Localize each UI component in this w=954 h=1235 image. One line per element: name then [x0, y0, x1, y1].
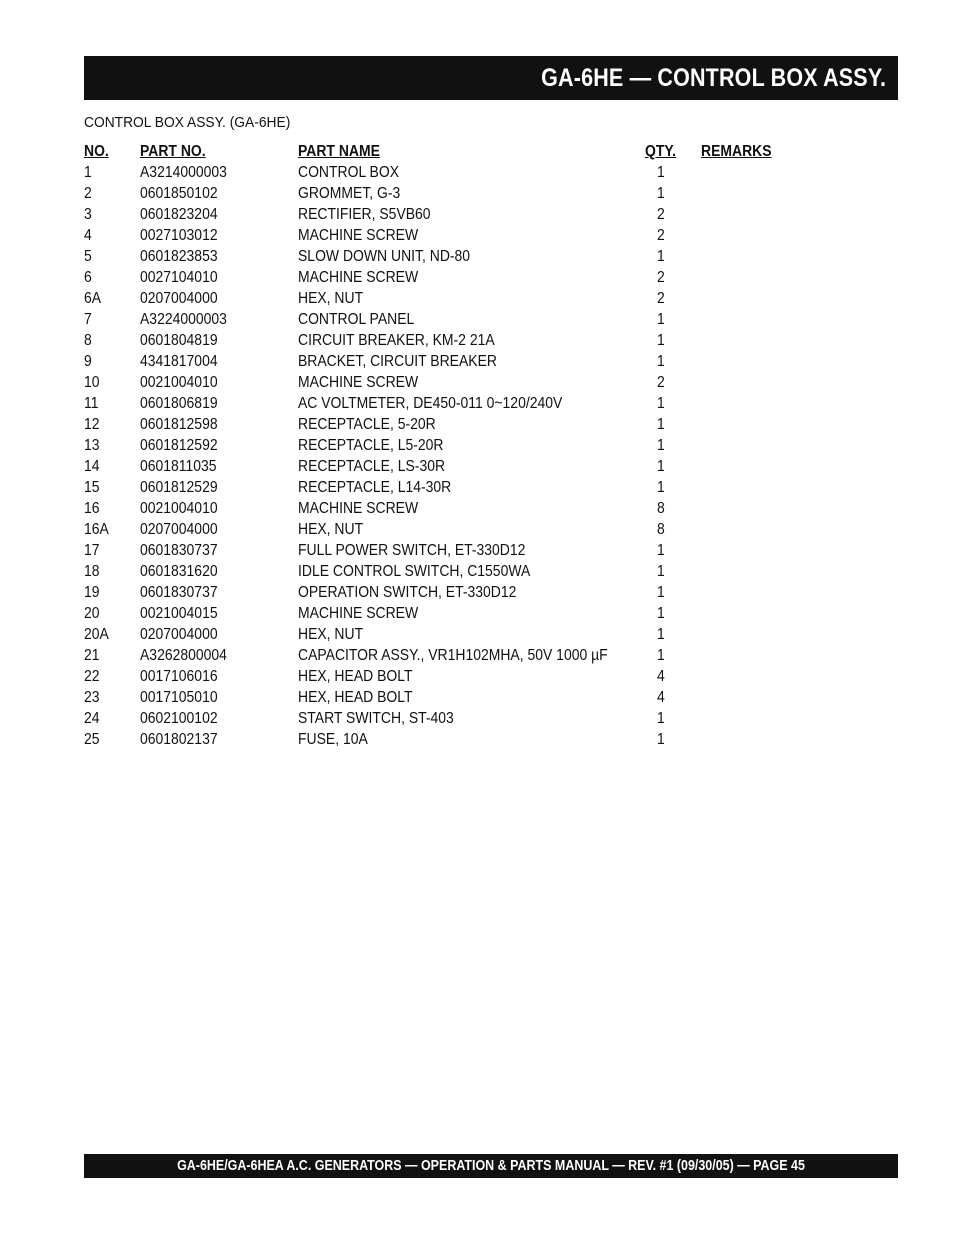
- cell-qty: 8: [657, 500, 665, 517]
- cell-qty: 1: [657, 437, 665, 454]
- cell-part-name: MACHINE SCREW: [298, 227, 419, 244]
- table-row: [84, 246, 804, 267]
- table-row: [84, 624, 804, 645]
- cell-no: 3: [84, 206, 92, 223]
- cell-part-name: BRACKET, CIRCUIT BREAKER: [298, 353, 497, 370]
- cell-part-name: MACHINE SCREW: [298, 269, 419, 286]
- cell-no: 19: [84, 584, 100, 601]
- cell-part-name: CIRCUIT BREAKER, KM-2 21A: [298, 332, 495, 349]
- cell-part-name: HEX, HEAD BOLT: [298, 668, 413, 685]
- cell-part-no: 0601830737: [140, 584, 218, 601]
- cell-part-name: CONTROL PANEL: [298, 311, 415, 328]
- page-title: GA-6HE — CONTROL BOX ASSY.: [541, 63, 886, 92]
- cell-part-no: A3224000003: [140, 311, 227, 328]
- table-row: [84, 414, 804, 435]
- table-row: [84, 372, 804, 393]
- cell-no: 17: [84, 542, 100, 559]
- cell-no: 13: [84, 437, 100, 454]
- cell-part-no: 4341817004: [140, 353, 218, 370]
- cell-part-no: 0027104010: [140, 269, 218, 286]
- cell-no: 20A: [84, 626, 109, 643]
- table-row: [84, 456, 804, 477]
- cell-qty: 1: [657, 164, 665, 181]
- cell-part-name: AC VOLTMETER, DE450-011 0~120/240V: [298, 395, 563, 412]
- cell-no: 18: [84, 563, 100, 580]
- cell-no: 11: [84, 395, 99, 412]
- table-row: [84, 729, 804, 750]
- table-header-row: [84, 141, 804, 162]
- cell-part-no: A3262800004: [140, 647, 227, 664]
- cell-qty: 1: [657, 479, 665, 496]
- cell-part-name: GROMMET, G-3: [298, 185, 401, 202]
- cell-part-name: RECEPTACLE, 5-20R: [298, 416, 436, 433]
- cell-no: 23: [84, 689, 100, 706]
- column-header-remarks: REMARKS: [701, 143, 772, 160]
- cell-part-name: FUSE, 10A: [298, 731, 368, 748]
- cell-qty: 4: [657, 689, 665, 706]
- table-body: [84, 162, 804, 750]
- table-row: [84, 204, 804, 225]
- cell-part-name: MACHINE SCREW: [298, 374, 419, 391]
- cell-qty: 4: [657, 668, 665, 685]
- cell-qty: 2: [657, 269, 665, 286]
- cell-part-name: RECEPTACLE, L5-20R: [298, 437, 444, 454]
- cell-qty: 1: [657, 416, 665, 433]
- cell-part-no: 0017105010: [140, 689, 218, 706]
- footer-bar: [84, 1154, 898, 1178]
- cell-qty: 1: [657, 647, 665, 664]
- cell-part-no: 0601811035: [140, 458, 217, 475]
- cell-no: 16A: [84, 521, 109, 538]
- cell-part-name: IDLE CONTROL SWITCH, C1550WA: [298, 563, 531, 580]
- cell-part-name: START SWITCH, ST-403: [298, 710, 454, 727]
- table-row: [84, 540, 804, 561]
- section-subtitle: CONTROL BOX ASSY. (GA-6HE): [84, 114, 291, 131]
- cell-part-no: 0021004010: [140, 500, 218, 517]
- table-row: [84, 393, 804, 414]
- cell-part-no: 0601804819: [140, 332, 218, 349]
- table-row: [84, 582, 804, 603]
- table-row: [84, 603, 804, 624]
- cell-qty: 1: [657, 395, 665, 412]
- cell-part-no: A3214000003: [140, 164, 227, 181]
- cell-part-name: HEX, NUT: [298, 626, 364, 643]
- cell-part-name: MACHINE SCREW: [298, 500, 419, 517]
- cell-part-no: 0017106016: [140, 668, 218, 685]
- cell-no: 21: [84, 647, 100, 664]
- cell-qty: 1: [657, 332, 665, 349]
- cell-qty: 1: [657, 185, 665, 202]
- cell-part-name: SLOW DOWN UNIT, ND-80: [298, 248, 471, 265]
- cell-no: 20: [84, 605, 100, 622]
- cell-no: 25: [84, 731, 100, 748]
- table-row: [84, 288, 804, 309]
- table-row: [84, 267, 804, 288]
- cell-qty: 1: [657, 311, 665, 328]
- cell-no: 24: [84, 710, 100, 727]
- cell-part-name: OPERATION SWITCH, ET-330D12: [298, 584, 517, 601]
- cell-qty: 1: [657, 542, 665, 559]
- cell-no: 4: [84, 227, 92, 244]
- cell-part-no: 0601812592: [140, 437, 218, 454]
- cell-part-no: 0601850102: [140, 185, 218, 202]
- cell-no: 9: [84, 353, 92, 370]
- cell-no: 16: [84, 500, 100, 517]
- cell-qty: 1: [657, 248, 665, 265]
- cell-part-name: MACHINE SCREW: [298, 605, 419, 622]
- cell-part-name: RECEPTACLE, L14-30R: [298, 479, 452, 496]
- column-header-no: NO.: [84, 143, 109, 160]
- cell-no: 6A: [84, 290, 102, 307]
- footer-text: GA-6HE/GA-6HEA A.C. GENERATORS — OPERATION & PARTS MANUAL — REV. #1 (09/30/05) — PAGE 45: [177, 1158, 805, 1174]
- table-row: [84, 162, 804, 183]
- cell-qty: 1: [657, 731, 665, 748]
- cell-part-name: RECEPTACLE, LS-30R: [298, 458, 446, 475]
- cell-part-no: 0601812529: [140, 479, 218, 496]
- table-row: [84, 435, 804, 456]
- cell-part-no: 0021004015: [140, 605, 218, 622]
- cell-no: 8: [84, 332, 92, 349]
- cell-part-name: HEX, HEAD BOLT: [298, 689, 413, 706]
- table-row: [84, 183, 804, 204]
- cell-part-no: 0601831620: [140, 563, 218, 580]
- cell-part-no: 0601806819: [140, 395, 218, 412]
- cell-no: 15: [84, 479, 100, 496]
- cell-part-no: 0601823204: [140, 206, 218, 223]
- cell-part-no: 0602100102: [140, 710, 218, 727]
- cell-qty: 1: [657, 584, 665, 601]
- cell-no: 5: [84, 248, 92, 265]
- cell-part-no: 0027103012: [140, 227, 218, 244]
- cell-no: 14: [84, 458, 100, 475]
- cell-no: 22: [84, 668, 100, 685]
- cell-qty: 2: [657, 374, 665, 391]
- cell-part-name: CONTROL BOX: [298, 164, 400, 181]
- table-row: [84, 477, 804, 498]
- page-title-bar: [84, 56, 898, 100]
- cell-qty: 1: [657, 626, 665, 643]
- cell-part-no: 0021004010: [140, 374, 218, 391]
- cell-part-no: 0601830737: [140, 542, 218, 559]
- table-row: [84, 561, 804, 582]
- table-row: [84, 708, 804, 729]
- cell-no: 12: [84, 416, 100, 433]
- cell-part-no: 0601802137: [140, 731, 218, 748]
- cell-no: 2: [84, 185, 92, 202]
- cell-qty: 8: [657, 521, 665, 538]
- cell-qty: 1: [657, 710, 665, 727]
- table-row: [84, 309, 804, 330]
- cell-qty: 1: [657, 353, 665, 370]
- cell-part-name: RECTIFIER, S5VB60: [298, 206, 431, 223]
- cell-part-name: CAPACITOR ASSY., VR1H102MHA, 50V 1000 µF: [298, 647, 608, 664]
- parts-table: [84, 141, 804, 750]
- cell-qty: 1: [657, 605, 665, 622]
- column-header-part-name: PART NAME: [298, 143, 380, 160]
- cell-qty: 2: [657, 290, 665, 307]
- table-row: [84, 330, 804, 351]
- column-header-part-no: PART NO.: [140, 143, 206, 160]
- cell-part-name: HEX, NUT: [298, 521, 364, 538]
- table-row: [84, 687, 804, 708]
- table-row: [84, 498, 804, 519]
- cell-no: 6: [84, 269, 92, 286]
- cell-part-no: 0207004000: [140, 290, 218, 307]
- cell-no: 7: [84, 311, 92, 328]
- cell-part-no: 0207004000: [140, 626, 218, 643]
- cell-part-no: 0601812598: [140, 416, 218, 433]
- table-row: [84, 645, 804, 666]
- cell-no: 10: [84, 374, 100, 391]
- table-row: [84, 225, 804, 246]
- cell-part-no: 0601823853: [140, 248, 218, 265]
- cell-qty: 2: [657, 227, 665, 244]
- cell-part-name: FULL POWER SWITCH, ET-330D12: [298, 542, 526, 559]
- cell-qty: 1: [657, 563, 665, 580]
- table-row: [84, 351, 804, 372]
- table-row: [84, 519, 804, 540]
- cell-qty: 2: [657, 206, 665, 223]
- column-header-qty: QTY.: [645, 143, 677, 160]
- cell-part-name: HEX, NUT: [298, 290, 364, 307]
- cell-no: 1: [84, 164, 92, 181]
- cell-part-no: 0207004000: [140, 521, 218, 538]
- cell-qty: 1: [657, 458, 665, 475]
- table-row: [84, 666, 804, 687]
